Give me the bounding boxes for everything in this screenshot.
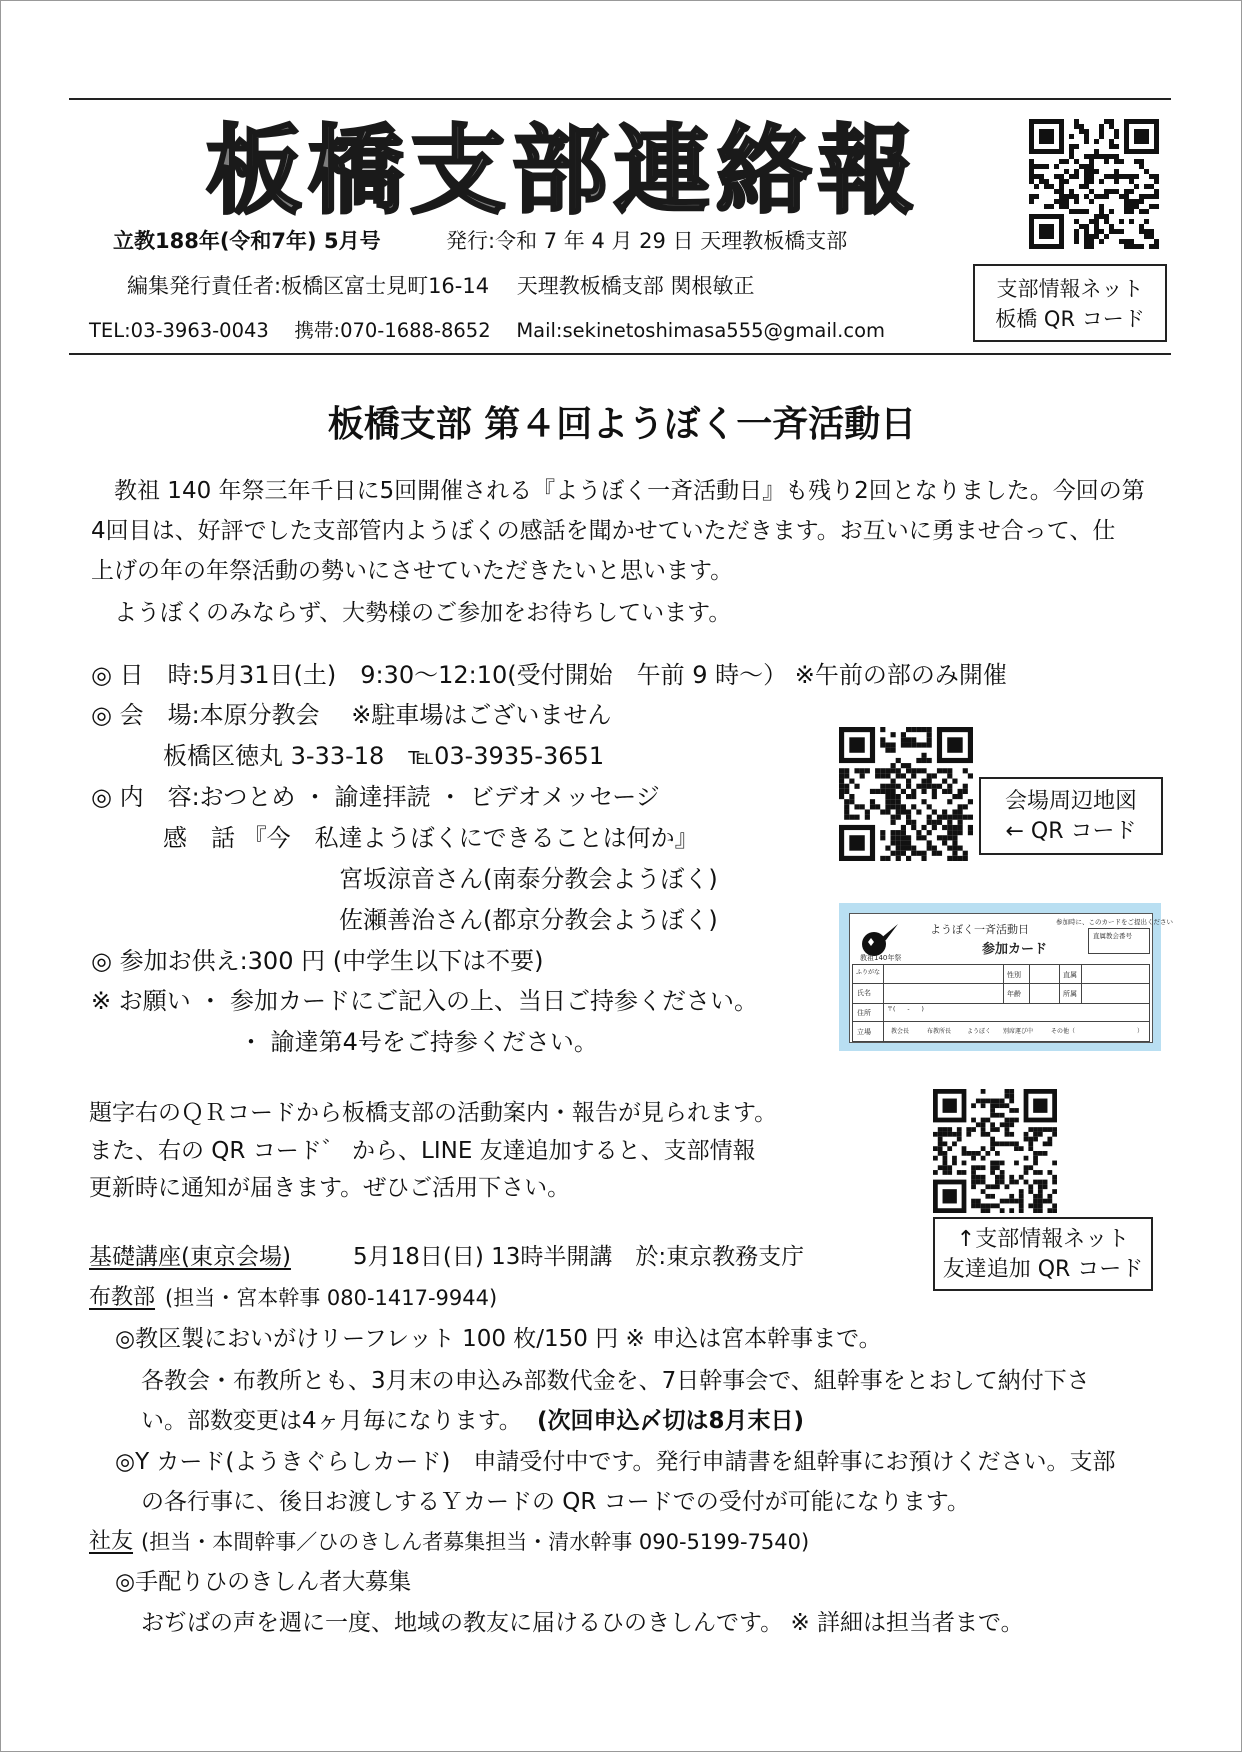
detail-venue: ◎ 会 場:本原分教会 ※駐車場はございません bbox=[91, 701, 612, 729]
venue-map-qr-code bbox=[839, 727, 973, 861]
detail-request: ※ お願い ・ 参加カードにご記入の上、当日ご持参ください。 bbox=[91, 987, 758, 1015]
card-field-label: 住所 bbox=[857, 1009, 871, 1017]
detail-venue-address: 板橋区徳丸 3-33-18 ℡03-3935-3651 bbox=[91, 742, 605, 770]
card-form-grid bbox=[852, 964, 1150, 1042]
fukyo-line: ◎Y カード(ようきぐらしカード) 申請受付中です。発行申請書を組幹事にお預けください。支部 bbox=[115, 1449, 1116, 1475]
card-era: 教祖140年祭 bbox=[860, 954, 902, 962]
card-field-label: 氏名 bbox=[857, 989, 871, 997]
card-body bbox=[849, 913, 1173, 1043]
contact-line: TEL:03-3963-0043 携帯:070-1688-8652 Mail:sekinetoshimasa555@gmail.com bbox=[89, 319, 886, 342]
card-field-value: 〒( - ) bbox=[887, 1006, 924, 1013]
fukyo-line: ◎教区製においがけリーフレット 100 枚/150 円 ※ 申込は宮本幹事まで。 bbox=[115, 1326, 882, 1352]
intro-line: 教祖 140 年祭三年千日に5回開催される『ようぼく一斉活動日』も残り2回となりました。今回の第 bbox=[91, 478, 1145, 504]
card-title: ようぼく一斉活動日 bbox=[930, 923, 1029, 936]
info-line: 更新時に通知が届きます。ぜひご活用下さい。 bbox=[89, 1175, 571, 1201]
card-option: 別席運び中 bbox=[1003, 1028, 1034, 1035]
venue-map-label-box bbox=[979, 777, 1163, 855]
line-qr-label-line-2: 友達追加 QR コード bbox=[942, 1257, 1144, 1282]
card-option: その他（ bbox=[1051, 1028, 1076, 1035]
header-top-rule bbox=[69, 98, 1171, 100]
card-field-label: 直属 bbox=[1063, 971, 1077, 979]
branch-qr-label-line-1: 支部情報ネット bbox=[996, 277, 1144, 301]
card-field-label: ふりがな bbox=[856, 969, 881, 976]
fukyo-dept-title: 布教部 bbox=[89, 1285, 156, 1310]
shayu-line: ◎手配りひのきしん者大募集 bbox=[115, 1569, 412, 1595]
card-field-label: 所属 bbox=[1063, 990, 1077, 998]
card-field-label: 年齢 bbox=[1007, 990, 1021, 998]
card-option: ようぼく bbox=[967, 1028, 992, 1035]
detail-talk-title: 感 話 『今 私達ようぼくにできることは何か』 bbox=[91, 824, 699, 852]
fukyo-dept-contact: (担当・宮本幹事 080-1417-9944) bbox=[165, 1286, 498, 1310]
kiso-course-text: 5月18日(日) 13時半開講 於:東京教務支庁 bbox=[353, 1244, 805, 1270]
card-note: 参加時に、このカードをご提出ください bbox=[1056, 918, 1173, 926]
shayu-contact: (担当・本間幹事／ひのきしん者募集担当・清水幹事 090-5199-7540) bbox=[141, 1530, 810, 1554]
card-id-label: 直属教会番号 bbox=[1093, 932, 1132, 940]
issue-line: 立教188年(令和7年) 5月号 bbox=[113, 229, 381, 253]
fukyo-line: い。部数変更は4ヶ月毎になります。 bbox=[141, 1408, 522, 1434]
card-option: 教会長 bbox=[891, 1028, 910, 1035]
intro-line: ようぼくのみならず、大勢様のご参加をお待ちしています。 bbox=[91, 600, 732, 626]
fukyo-deadline: (次回申込〆切は8月末日) bbox=[537, 1408, 805, 1434]
line-qr-label-box bbox=[933, 1217, 1153, 1291]
shayu-line: おぢばの声を週に一度、地域の教友に届けるひのきしんです。 ※ 詳細は担当者まで。 bbox=[141, 1610, 1024, 1636]
editor-line: 編集発行責任者:板橋区富士見町16-14 天理教板橋支部 関根敏正 bbox=[127, 274, 755, 298]
detail-speaker: 宮坂涼音さん(南泰分教会ようぼく) bbox=[339, 865, 718, 893]
detail-speaker: 佐瀬善治さん(都京分教会ようぼく) bbox=[339, 906, 718, 934]
info-line: 題字右のＱＲコードから板橋支部の活動案内・報告が見られます。 bbox=[89, 1100, 778, 1126]
shayu-title: 社友 bbox=[89, 1529, 134, 1554]
event-title: 板橋支部 第４回ようぼく一斉活動日 bbox=[327, 404, 917, 445]
detail-datetime: ◎ 日 時:5月31日(土) 9:30～12:10(受付開始 午前 9 時～） ※午前の部のみ開催 bbox=[91, 661, 1007, 689]
card-field-label: 性別 bbox=[1007, 971, 1021, 979]
info-line: また、右の QR コード゛ から、LINE 友達追加すると、支部情報 bbox=[89, 1138, 756, 1164]
publish-line: 発行:令和 7 年 4 月 29 日 天理教板橋支部 bbox=[446, 229, 848, 253]
line-friend-qr-code bbox=[933, 1089, 1057, 1213]
masthead-title: 板橋支部連絡報 bbox=[206, 114, 920, 227]
venue-map-label-line-2: ← QR コード bbox=[1005, 819, 1137, 844]
card-subtitle: 参加カード bbox=[982, 942, 1048, 957]
card-field-label: 立場 bbox=[857, 1028, 871, 1036]
intro-line: 上げの年の年祭活動の勢いにさせていただきたいと思います。 bbox=[91, 558, 734, 584]
branch-qr-label-box bbox=[973, 264, 1167, 342]
kiso-course-title: 基礎講座(東京会場) bbox=[89, 1244, 291, 1270]
branch-info-qr-code bbox=[1029, 119, 1159, 249]
detail-offering: ◎ 参加お供え:300 円 (中学生以下は不要) bbox=[91, 947, 544, 975]
detail-content: ◎ 内 容:おつとめ ・ 諭達拝読 ・ ビデオメッセージ bbox=[91, 783, 660, 811]
fukyo-line: の各行事に、後日お渡しするＹカードの QR コードでの受付が可能になります。 bbox=[141, 1489, 970, 1515]
intro-line: 4回目は、好評でした支部管内ようぼくの感話を聞かせていただきます。お互いに勇ませ合って、仕 bbox=[91, 518, 1116, 544]
detail-request-2: ・ 諭達第4号をご持参ください。 bbox=[239, 1028, 598, 1056]
card-id-box bbox=[1088, 928, 1150, 954]
header-bottom-rule bbox=[69, 353, 1171, 355]
branch-qr-label-line-2: 板橋 QR コード bbox=[995, 307, 1145, 331]
participation-card-image bbox=[839, 903, 1173, 1051]
fukyo-line: 各教会・布教所とも、3月末の申込み部数代金を、7日幹事会で、組幹事をとおして納付下さ bbox=[141, 1368, 1090, 1394]
card-option: 布教所長 bbox=[927, 1028, 952, 1035]
line-qr-label-line-1: ↑支部情報ネット bbox=[956, 1227, 1130, 1252]
card-option: ） bbox=[1137, 1028, 1144, 1035]
venue-map-label-line-1: 会場周辺地図 bbox=[1004, 789, 1137, 814]
